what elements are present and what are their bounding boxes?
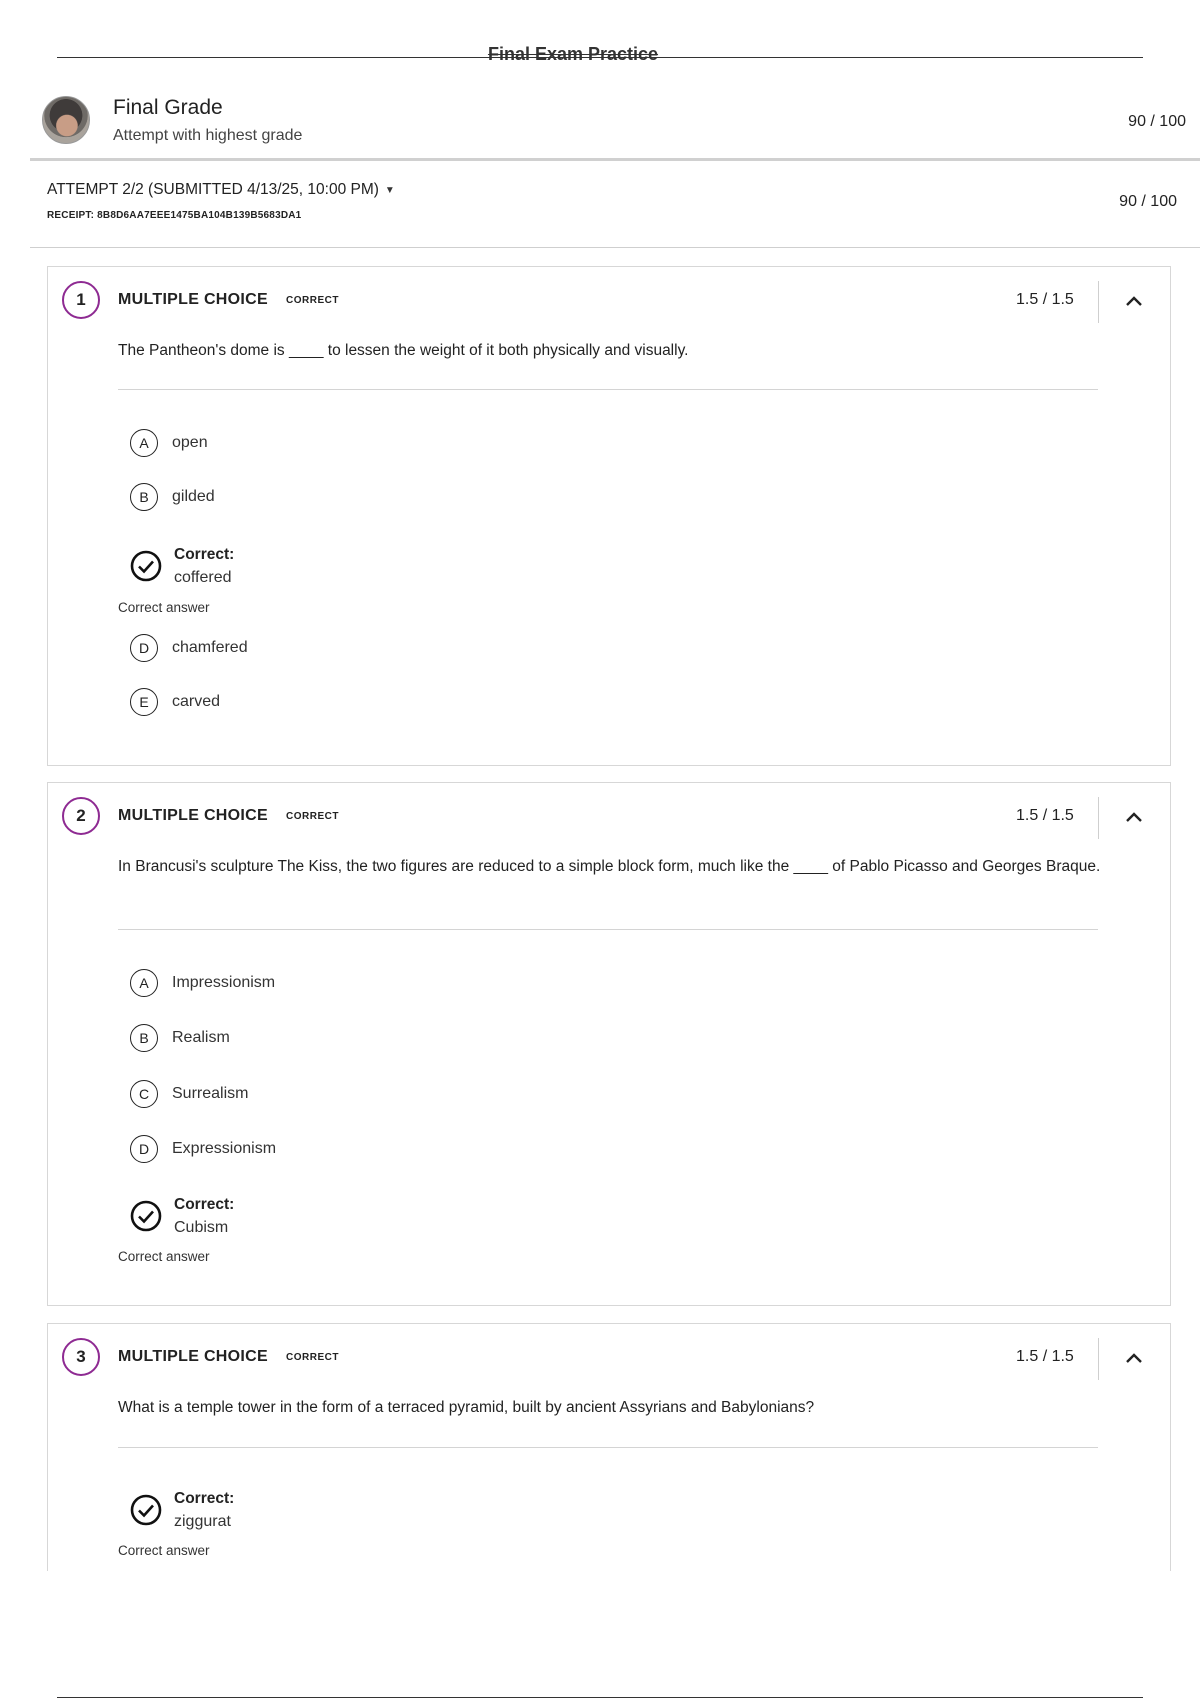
option-text: Surrealism	[172, 1085, 249, 1102]
option-letter: D	[130, 1135, 158, 1163]
option-b	[130, 481, 215, 513]
footer-rule	[57, 1697, 1143, 1698]
document-title: Final Exam Practice	[487, 44, 659, 64]
correct-label: Correct:	[174, 1196, 235, 1213]
caret-down-icon[interactable]: ▼	[384, 184, 395, 196]
correct-answer-block	[174, 1487, 234, 1533]
check-circle-icon	[130, 1200, 162, 1232]
question-number-badge: 3	[62, 1338, 100, 1376]
question-score: 1.5 / 1.5	[1016, 1348, 1074, 1365]
option-text: Realism	[172, 1029, 230, 1046]
correct-answer-text: Cubism	[174, 1219, 229, 1236]
attempt-selector[interactable]	[47, 181, 395, 199]
final-grade-score: 90 / 100	[1128, 113, 1186, 130]
option-correct	[130, 1193, 234, 1239]
check-circle-icon	[130, 1494, 162, 1526]
option-a	[130, 967, 275, 999]
question-card-2	[47, 782, 1171, 1306]
option-letter: A	[130, 429, 158, 457]
final-grade-row	[30, 90, 1200, 161]
option-b	[130, 1022, 230, 1054]
option-text: gilded	[172, 488, 215, 505]
correct-label: Correct:	[174, 546, 235, 563]
correct-answer-text: coffered	[174, 569, 232, 586]
question-type: MULTIPLE CHOICE	[118, 291, 268, 308]
correct-label: Correct:	[174, 1490, 235, 1507]
option-a	[130, 427, 208, 459]
question-type: MULTIPLE CHOICE	[118, 807, 268, 824]
divider	[1098, 1338, 1099, 1380]
question-card-3	[47, 1323, 1171, 1571]
question-status: CORRECT	[286, 295, 339, 306]
correct-answer-text: ziggurat	[174, 1513, 231, 1530]
question-status: CORRECT	[286, 1352, 339, 1363]
option-d	[130, 1133, 276, 1165]
chevron-up-icon[interactable]	[1123, 1348, 1145, 1368]
attempt-row	[30, 161, 1200, 248]
question-number-badge: 1	[62, 281, 100, 319]
question-text: What is a temple tower in the form of a terraced pyramid, built by ancient Assyrians and Babylonians?	[118, 1399, 815, 1416]
question-divider	[118, 1447, 1098, 1448]
correct-answer-block	[174, 543, 234, 589]
question-status: CORRECT	[286, 811, 339, 822]
question-score: 1.5 / 1.5	[1016, 291, 1074, 308]
receipt-id: RECEIPT: 8B8D6AA7EEE1475BA104B139B5683DA1	[47, 210, 302, 221]
option-letter: B	[130, 483, 158, 511]
chevron-up-icon[interactable]	[1123, 291, 1145, 311]
question-divider	[118, 929, 1098, 930]
final-grade-subtitle: Attempt with highest grade	[113, 127, 303, 144]
option-letter: A	[130, 969, 158, 997]
correct-answer-block	[174, 1193, 234, 1239]
option-text: open	[172, 434, 208, 451]
question-text: The Pantheon's dome is ____ to lessen the weight of it both physically and visually.	[118, 342, 689, 359]
chevron-up-icon[interactable]	[1123, 807, 1145, 827]
question-score: 1.5 / 1.5	[1016, 807, 1074, 824]
question-card-1	[47, 266, 1171, 766]
divider	[1098, 797, 1099, 839]
question-divider	[118, 389, 1098, 390]
option-letter: D	[130, 634, 158, 662]
attempt-score: 90 / 100	[1119, 193, 1177, 210]
divider	[1098, 281, 1099, 323]
question-number-badge: 2	[62, 797, 100, 835]
option-text: carved	[172, 693, 221, 710]
final-grade-title: Final Grade	[113, 96, 223, 119]
avatar	[42, 96, 90, 144]
attempt-label: ATTEMPT 2/2 (SUBMITTED 4/13/25, 10:00 PM)	[47, 181, 379, 198]
option-c	[130, 1078, 248, 1110]
correct-answer-note: Correct answer	[118, 1249, 210, 1264]
question-type: MULTIPLE CHOICE	[118, 1348, 268, 1365]
option-letter: C	[130, 1080, 158, 1108]
option-letter: B	[130, 1024, 158, 1052]
check-circle-icon	[130, 550, 162, 582]
option-letter: E	[130, 688, 158, 716]
option-correct	[130, 1487, 234, 1533]
option-e	[130, 686, 220, 718]
correct-answer-note: Correct answer	[118, 600, 210, 615]
option-correct	[130, 543, 234, 589]
option-text: chamfered	[172, 639, 248, 656]
option-d	[130, 632, 248, 664]
question-text: In Brancusi's sculpture The Kiss, the two figures are reduced to a simple block form, much like the ____ of Pablo Picasso and Georges Braque.	[118, 858, 1101, 875]
correct-answer-note: Correct answer	[118, 1543, 210, 1558]
option-text: Expressionism	[172, 1140, 277, 1157]
option-text: Impressionism	[172, 974, 276, 991]
